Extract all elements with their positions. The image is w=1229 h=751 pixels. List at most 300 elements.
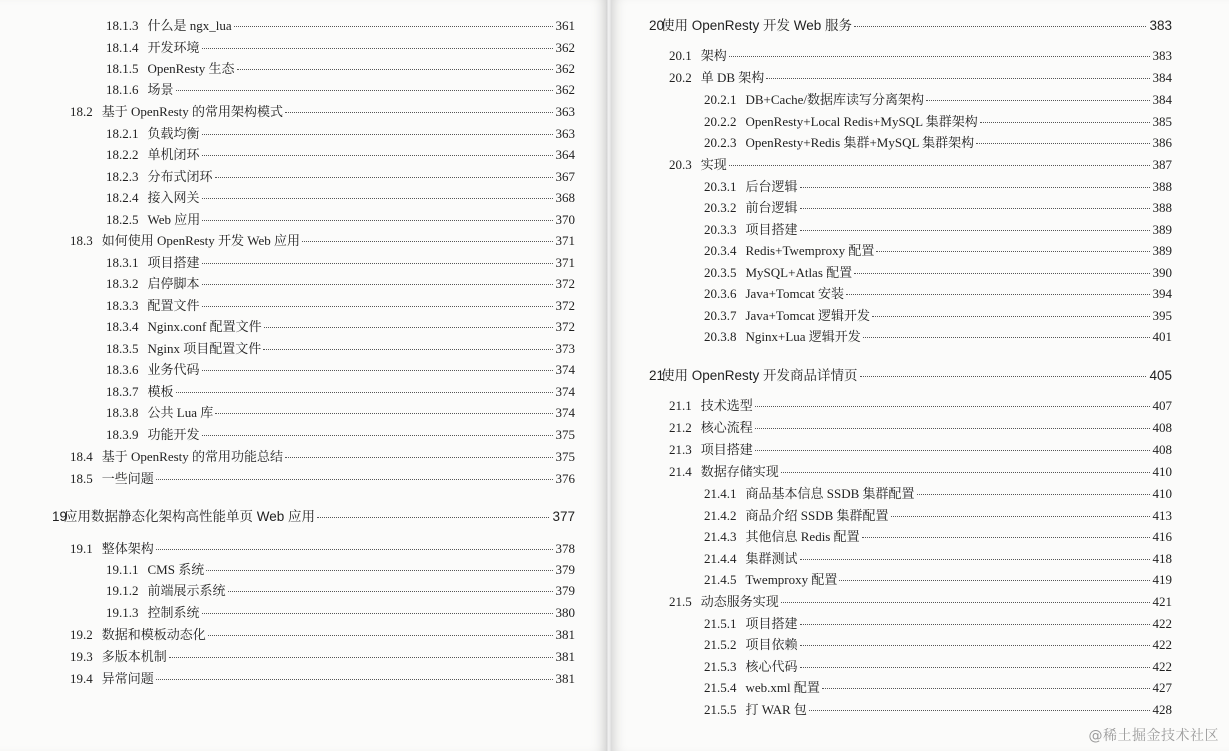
toc-entry-page-number: 394 <box>1152 286 1172 301</box>
toc-entry <box>704 135 1172 151</box>
toc-entry <box>70 233 575 249</box>
toc-entry-page-number: 362 <box>555 40 575 55</box>
dot-leader <box>729 56 1150 57</box>
dot-leader <box>215 413 552 414</box>
toc-entry-page-number: 381 <box>555 627 575 642</box>
dot-leader <box>208 635 553 636</box>
toc-entry-title: 核心流程 <box>700 420 753 435</box>
toc-entry-number: 18.3.4 <box>106 319 139 334</box>
toc-entry-page-number: 388 <box>1152 179 1172 194</box>
dot-leader <box>202 370 553 371</box>
toc-entry-number: 21.4.5 <box>704 572 737 587</box>
dot-leader <box>264 327 553 328</box>
dot-leader <box>302 241 552 242</box>
toc-entry-title: OpenResty+Redis 集群+MySQL 集群架构 <box>745 135 975 150</box>
toc-entry-title: 项目依赖 <box>745 637 798 652</box>
toc-entry <box>704 200 1172 216</box>
toc-entry <box>704 702 1172 718</box>
toc-entry-title: Java+Tomcat 安装 <box>745 286 844 301</box>
dot-leader <box>202 198 553 199</box>
toc-entry-title: 项目搭建 <box>700 442 753 457</box>
toc-entry <box>704 486 1172 502</box>
toc-entry-title: 数据存储实现 <box>700 464 779 479</box>
toc-entry-number: 18.3.1 <box>106 255 139 270</box>
toc-entry <box>704 114 1172 130</box>
toc-entry-page-number: 389 <box>1152 222 1172 237</box>
toc-entry-number: 20.2.3 <box>704 135 737 150</box>
toc-entry-number: 20.2.2 <box>704 114 737 129</box>
toc-entry-title: 项目搭建 <box>745 616 798 631</box>
toc-entry-page-number: 422 <box>1152 616 1172 631</box>
toc-entry-title: 使用 OpenResty 开发商品详情页 <box>661 368 858 383</box>
toc-entry-page-number: 385 <box>1152 114 1172 129</box>
toc-entry-title: 应用数据静态化架构高性能单页 Web 应用 <box>64 509 316 524</box>
toc-entry-number: 18.5 <box>70 471 93 486</box>
toc-entry <box>106 405 575 421</box>
dot-leader <box>202 155 553 156</box>
dot-leader <box>176 392 553 393</box>
watermark: @稀土掘金技术社区 <box>1088 728 1219 744</box>
toc-entry <box>704 659 1172 675</box>
toc-entry-number: 19.1 <box>70 541 93 556</box>
dot-leader <box>800 208 1150 209</box>
toc-entry-page-number: 383 <box>1149 18 1172 33</box>
toc-entry-title: 打 WAR 包 <box>745 702 807 717</box>
toc-entry-title: 配置文件 <box>147 298 200 313</box>
toc-entry-number: 21.3 <box>669 442 692 457</box>
toc-entry-page-number: 408 <box>1152 442 1172 457</box>
toc-entry-number: 20.3.4 <box>704 243 737 258</box>
dot-leader <box>839 580 1149 581</box>
toc-entry-title: DB+Cache/数据库读写分离架构 <box>745 92 924 107</box>
dot-leader <box>202 284 553 285</box>
toc-entry-page-number: 422 <box>1152 659 1172 674</box>
toc-entry-title: 架构 <box>700 48 727 63</box>
toc-entry <box>704 508 1172 524</box>
toc-entry-number: 21.5.1 <box>704 616 737 631</box>
dot-leader <box>800 187 1150 188</box>
toc-entry-title: CMS 系统 <box>147 562 205 577</box>
toc-entry <box>669 464 1172 480</box>
toc-entry <box>704 179 1172 195</box>
dot-leader <box>202 134 553 135</box>
toc-entry-number: 20.3.1 <box>704 179 737 194</box>
toc-entry-number: 21.4 <box>669 464 692 479</box>
toc-entry <box>70 449 575 465</box>
toc-entry <box>106 427 575 443</box>
dot-leader <box>755 450 1150 451</box>
dot-leader <box>755 406 1150 407</box>
dot-leader <box>891 516 1150 517</box>
toc-entry-title: 业务代码 <box>147 362 200 377</box>
toc-entry-title: 如何使用 OpenResty 开发 Web 应用 <box>101 233 301 248</box>
toc-entry-number: 21.5 <box>669 594 692 609</box>
toc-entry-title: 单 DB 架构 <box>700 70 765 85</box>
toc-entry-number: 21.4.2 <box>704 508 737 523</box>
toc-entry-page-number: 381 <box>555 649 575 664</box>
toc-entry-page-number: 419 <box>1152 572 1172 587</box>
dot-leader <box>169 657 553 658</box>
toc-entry-number: 20.3.2 <box>704 200 737 215</box>
toc-entry <box>70 671 575 687</box>
toc-entry-title: 核心代码 <box>745 659 798 674</box>
toc-entry-page-number: 395 <box>1152 308 1172 323</box>
toc-entry-number: 18.1.5 <box>106 61 139 76</box>
toc-entry-page-number: 368 <box>555 190 575 205</box>
toc-entry-title: Nginx+Lua 逻辑开发 <box>745 329 861 344</box>
toc-entry-number: 18.2.2 <box>106 147 139 162</box>
toc-entry <box>704 551 1172 567</box>
toc-entry-number: 18.2 <box>70 104 93 119</box>
dot-leader <box>980 122 1150 123</box>
dot-leader <box>846 294 1150 295</box>
toc-entry-title: 技术选型 <box>700 398 753 413</box>
toc-entry <box>106 341 575 357</box>
dot-leader <box>872 316 1150 317</box>
toc-chapter-entry: 21 使用 OpenResty 开发商品详情页 405 <box>649 368 1172 383</box>
toc-entry-number: 21.4.4 <box>704 551 737 566</box>
toc-entry <box>704 222 1172 238</box>
toc-entry <box>704 637 1172 653</box>
toc-entry-page-number: 363 <box>555 126 575 141</box>
toc-entry-page-number: 373 <box>555 341 575 356</box>
dot-leader <box>729 165 1150 166</box>
toc-entry-number: 20.3.6 <box>704 286 737 301</box>
toc-entry-title: 分布式闭环 <box>147 169 213 184</box>
toc-entry-title: 模板 <box>147 384 174 399</box>
toc-entry-title: 开发环境 <box>147 40 200 55</box>
toc-entry-page-number: 428 <box>1152 702 1172 717</box>
toc-entry-page-number: 361 <box>555 18 575 33</box>
toc-entry-page-number: 363 <box>555 104 575 119</box>
toc-entry-page-number: 410 <box>1152 486 1172 501</box>
left-page <box>0 0 606 751</box>
dot-leader <box>800 624 1150 625</box>
dot-leader <box>215 177 553 178</box>
toc-entry-number: 20.3.7 <box>704 308 737 323</box>
toc-entry <box>106 82 575 98</box>
toc-entry <box>704 616 1172 632</box>
dot-leader <box>766 78 1149 79</box>
dot-leader <box>237 69 553 70</box>
toc-entry-page-number: 362 <box>555 82 575 97</box>
toc-entry <box>704 308 1172 324</box>
toc-entry-page-number: 380 <box>555 605 575 620</box>
dot-leader <box>202 435 553 436</box>
dot-leader <box>156 479 553 480</box>
toc-entry-page-number: 389 <box>1152 243 1172 258</box>
toc-entry-page-number: 416 <box>1152 529 1172 544</box>
toc-entry <box>704 92 1172 108</box>
toc-entry-page-number: 376 <box>555 471 575 486</box>
toc-entry <box>106 562 575 578</box>
toc-entry <box>70 541 575 557</box>
toc-entry-number: 18.3.5 <box>106 341 139 356</box>
toc-entry-title: web.xml 配置 <box>745 680 820 695</box>
toc-entry <box>106 276 575 292</box>
toc-entry <box>669 594 1172 610</box>
toc-entry-title: 启停脚本 <box>147 276 200 291</box>
toc-entry-number: 20.1 <box>669 48 692 63</box>
toc-entry <box>106 61 575 77</box>
toc-entry-number: 20.3.8 <box>704 329 737 344</box>
dot-leader <box>822 688 1150 689</box>
toc-entry <box>704 529 1172 545</box>
toc-entry <box>669 157 1172 173</box>
toc-entry-number: 20.3.5 <box>704 265 737 280</box>
toc-entry <box>669 70 1172 86</box>
toc-entry-number: 18.2.5 <box>106 212 139 227</box>
toc-entry-number: 18.1.4 <box>106 40 139 55</box>
toc-entry-title: 商品介绍 SSDB 集群配置 <box>745 508 889 523</box>
dot-leader <box>800 230 1150 231</box>
dot-leader <box>156 549 553 550</box>
dot-leader <box>862 537 1150 538</box>
toc-entry-page-number: 367 <box>555 169 575 184</box>
toc-entry-page-number: 364 <box>555 147 575 162</box>
toc-entry-title: 整体架构 <box>101 541 154 556</box>
dot-leader <box>876 251 1149 252</box>
toc-entry <box>70 471 575 487</box>
toc-entry-number: 18.3.9 <box>106 427 139 442</box>
toc-entry <box>704 680 1172 696</box>
toc-entry <box>106 212 575 228</box>
toc-entry <box>106 605 575 621</box>
toc-entry-number: 18.1.6 <box>106 82 139 97</box>
toc-entry <box>106 362 575 378</box>
toc-entry-page-number: 371 <box>555 233 575 248</box>
dot-leader <box>206 570 552 571</box>
toc-entry-page-number: 374 <box>555 362 575 377</box>
dot-leader <box>976 143 1149 144</box>
dot-leader <box>863 337 1150 338</box>
toc-entry-page-number: 379 <box>555 583 575 598</box>
toc-entry-number: 18.3.8 <box>106 405 139 420</box>
toc-entry-number: 18.2.4 <box>106 190 139 205</box>
toc-entry-page-number: 362 <box>555 61 575 76</box>
toc-entry-number: 19.1.1 <box>106 562 139 577</box>
toc-entry-number: 18.3 <box>70 233 93 248</box>
toc-entry-page-number: 384 <box>1152 92 1172 107</box>
toc-entry-page-number: 418 <box>1152 551 1172 566</box>
toc-entry-title: 一些问题 <box>101 471 154 486</box>
toc-entry <box>106 169 575 185</box>
dot-leader <box>202 220 552 221</box>
toc-entry-page-number: 375 <box>555 427 575 442</box>
toc-entry-page-number: 410 <box>1152 464 1172 479</box>
toc-entry-page-number: 413 <box>1152 508 1172 523</box>
dot-leader <box>176 90 553 91</box>
toc-entry-title: Redis+Twemproxy 配置 <box>745 243 875 258</box>
toc-entry-page-number: 372 <box>555 276 575 291</box>
toc-entry-title: Twemproxy 配置 <box>745 572 838 587</box>
toc-entry <box>704 329 1172 345</box>
dot-leader <box>800 645 1150 646</box>
toc-entry <box>106 147 575 163</box>
dot-leader <box>202 306 553 307</box>
toc-entry-title: Nginx.conf 配置文件 <box>147 319 262 334</box>
toc-entry-title: 后台逻辑 <box>745 179 798 194</box>
dot-leader <box>263 349 552 350</box>
toc-entry-number: 21.2 <box>669 420 692 435</box>
toc-entry-title: 前端展示系统 <box>147 583 226 598</box>
toc-entry-title: 项目搭建 <box>147 255 200 270</box>
toc-entry <box>106 583 575 599</box>
dot-leader <box>781 602 1150 603</box>
dot-leader <box>917 494 1150 495</box>
dot-leader <box>202 613 553 614</box>
toc-entry-number: 21.5.2 <box>704 637 737 652</box>
right-page <box>612 0 1229 751</box>
toc-entry <box>669 442 1172 458</box>
toc-entry-title: Web 应用 <box>147 212 201 227</box>
toc-entry-number: 18.3.7 <box>106 384 139 399</box>
dot-leader <box>228 591 553 592</box>
toc-entry <box>106 126 575 142</box>
dot-leader <box>285 112 552 113</box>
toc-entry-number: 19.3 <box>70 649 93 664</box>
toc-entry-title: MySQL+Atlas 配置 <box>745 265 853 280</box>
toc-entry-number: 19.1.2 <box>106 583 139 598</box>
toc-entry <box>106 18 575 34</box>
toc-entry-number: 18.3.2 <box>106 276 139 291</box>
toc-entry <box>704 243 1172 259</box>
dot-leader <box>809 710 1150 711</box>
toc-entry-page-number: 427 <box>1152 680 1172 695</box>
toc-entry-title: 异常问题 <box>101 671 154 686</box>
toc-entry-number: 20.2.1 <box>704 92 737 107</box>
dot-leader <box>317 517 549 518</box>
toc-entry-number: 21.5.3 <box>704 659 737 674</box>
dot-leader <box>202 263 553 264</box>
toc-entry-number: 19.2 <box>70 627 93 642</box>
dot-leader <box>234 26 553 27</box>
toc-entry-page-number: 374 <box>555 384 575 399</box>
toc-entry-title: 集群测试 <box>745 551 798 566</box>
toc-entry-title: 使用 OpenResty 开发 Web 服务 <box>661 18 853 33</box>
toc-entry-page-number: 422 <box>1152 637 1172 652</box>
toc-entry <box>70 104 575 120</box>
dot-leader <box>800 667 1150 668</box>
toc-entry-page-number: 386 <box>1152 135 1172 150</box>
toc-entry-title: 数据和模板动态化 <box>101 627 206 642</box>
toc-entry-page-number: 375 <box>555 449 575 464</box>
toc-entry-number: 20.3.3 <box>704 222 737 237</box>
toc-entry <box>70 649 575 665</box>
toc-entry-page-number: 408 <box>1152 420 1172 435</box>
toc-entry <box>106 319 575 335</box>
toc-entry <box>70 627 575 643</box>
toc-entry-number: 18.2.1 <box>106 126 139 141</box>
dot-leader <box>781 472 1150 473</box>
toc-entry-page-number: 381 <box>555 671 575 686</box>
toc-entry-page-number: 372 <box>555 319 575 334</box>
toc-entry <box>669 420 1172 436</box>
toc-entry-number: 21.5.4 <box>704 680 737 695</box>
toc-entry-title: 项目搭建 <box>745 222 798 237</box>
toc-entry <box>106 40 575 56</box>
toc-entry-number: 20.3 <box>669 157 692 172</box>
toc-entry-page-number: 384 <box>1152 70 1172 85</box>
toc-entry-page-number: 401 <box>1152 329 1172 344</box>
toc-entry-page-number: 372 <box>555 298 575 313</box>
toc-entry <box>106 190 575 206</box>
toc-entry-page-number: 405 <box>1149 368 1172 383</box>
toc-chapter-entry: 19 应用数据静态化架构高性能单页 Web 应用 377 <box>52 509 575 524</box>
toc-entry-page-number: 421 <box>1152 594 1172 609</box>
toc-entry-number: 21.4.3 <box>704 529 737 544</box>
toc-entry-page-number: 377 <box>552 509 575 524</box>
toc-entry-number: 18.1.3 <box>106 18 139 33</box>
toc-entry-number: 21.4.1 <box>704 486 737 501</box>
toc-entry-title: 前台逻辑 <box>745 200 798 215</box>
toc-entry-title: OpenResty+Local Redis+MySQL 集群架构 <box>745 114 978 129</box>
dot-leader <box>156 679 553 680</box>
toc-entry-number: 18.4 <box>70 449 93 464</box>
dot-leader <box>860 376 1147 377</box>
toc-entry-title: 公共 Lua 库 <box>147 405 214 420</box>
dot-leader <box>854 273 1149 274</box>
dot-leader <box>202 48 553 49</box>
toc-entry-number: 18.3.6 <box>106 362 139 377</box>
dot-leader <box>854 26 1146 27</box>
toc-entry-page-number: 383 <box>1152 48 1172 63</box>
toc-entry-title: 基于 OpenResty 的常用架构模式 <box>101 104 284 119</box>
toc-entry-page-number: 387 <box>1152 157 1172 172</box>
toc-entry-number: 20.2 <box>669 70 692 85</box>
toc-entry-title: 场景 <box>147 82 174 97</box>
toc-entry-number: 19.4 <box>70 671 93 686</box>
toc-entry-page-number: 379 <box>555 562 575 577</box>
toc-entry-title: 接入网关 <box>147 190 200 205</box>
toc-entry-page-number: 371 <box>555 255 575 270</box>
toc-entry <box>106 384 575 400</box>
toc-entry-title: 其他信息 Redis 配置 <box>745 529 860 544</box>
toc-entry <box>106 298 575 314</box>
toc-entry <box>669 48 1172 64</box>
toc-entry-title: OpenResty 生态 <box>147 61 235 76</box>
toc-entry-page-number: 370 <box>555 212 575 227</box>
toc-entry-title: 负载均衡 <box>147 126 200 141</box>
toc-entry-title: 什么是 ngx_lua <box>147 18 232 33</box>
toc-entry-number: 18.2.3 <box>106 169 139 184</box>
dot-leader <box>285 457 552 458</box>
toc-entry-title: Nginx 项目配置文件 <box>147 341 262 356</box>
toc-entry <box>669 398 1172 414</box>
toc-entry <box>106 255 575 271</box>
toc-entry-number: 18.3.3 <box>106 298 139 313</box>
dot-leader <box>800 559 1150 560</box>
toc-entry-title: 控制系统 <box>147 605 200 620</box>
toc-entry <box>704 265 1172 281</box>
toc-entry-number: 19.1.3 <box>106 605 139 620</box>
toc-entry <box>704 286 1172 302</box>
toc-entry-title: 商品基本信息 SSDB 集群配置 <box>745 486 915 501</box>
toc-entry-page-number: 378 <box>555 541 575 556</box>
toc-entry-title: Java+Tomcat 逻辑开发 <box>745 308 870 323</box>
toc-entry-page-number: 374 <box>555 405 575 420</box>
toc-entry-title: 多版本机制 <box>101 649 167 664</box>
toc-entry-number: 21.1 <box>669 398 692 413</box>
toc-entry-title: 基于 OpenResty 的常用功能总结 <box>101 449 284 464</box>
toc-chapter-entry: 20 使用 OpenResty 开发 Web 服务 383 <box>649 18 1172 33</box>
toc-entry <box>704 572 1172 588</box>
toc-entry-number: 21.5.5 <box>704 702 737 717</box>
toc-entry-title: 功能开发 <box>147 427 200 442</box>
toc-entry-page-number: 388 <box>1152 200 1172 215</box>
dot-leader <box>926 100 1150 101</box>
dot-leader <box>755 428 1150 429</box>
